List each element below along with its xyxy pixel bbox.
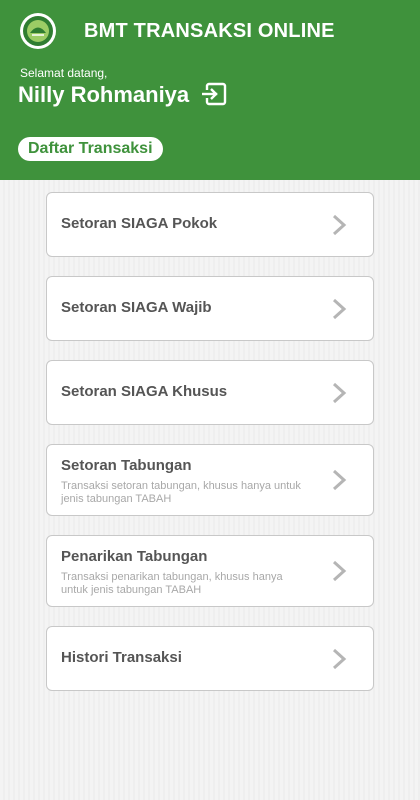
app-title: BMT TRANSAKSI ONLINE (84, 20, 335, 42)
bmt-logo-icon (20, 13, 56, 49)
chevron-right-icon (331, 559, 347, 583)
menu-item-setoran-siaga-khusus[interactable] (46, 360, 374, 425)
logout-icon[interactable] (202, 82, 228, 106)
chevron-right-icon (331, 213, 347, 237)
welcome-text: Selamat datang, (20, 66, 108, 80)
chevron-right-icon (331, 468, 347, 492)
menu-item-title: Setoran SIAGA Wajib (61, 299, 212, 316)
menu-item-title: Setoran SIAGA Khusus (61, 383, 228, 400)
transaction-menu (46, 192, 374, 710)
menu-item-setoran-siaga-pokok[interactable] (46, 192, 374, 257)
menu-item-title: Setoran Tabungan (61, 457, 192, 474)
app-header (0, 0, 420, 180)
menu-item-description: Transaksi penarikan tabungan, khusus hanya untuk jenis tabungan TABAH (61, 571, 283, 596)
menu-item-histori-transaksi[interactable] (46, 626, 374, 691)
menu-item-title: Penarikan Tabungan (61, 548, 208, 565)
user-name: Nilly Rohmaniya (18, 82, 190, 107)
menu-item-setoran-siaga-wajib[interactable] (46, 276, 374, 341)
menu-item-title: Histori Transaksi (61, 649, 182, 666)
menu-item-title: Setoran SIAGA Pokok (61, 215, 218, 232)
chevron-right-icon (331, 647, 347, 671)
menu-item-setoran-tabungan[interactable] (46, 444, 374, 516)
menu-item-penarikan-tabungan[interactable] (46, 535, 374, 607)
chevron-right-icon (331, 381, 347, 405)
chevron-right-icon (331, 297, 347, 321)
section-chip: Daftar Transaksi (18, 137, 163, 161)
menu-item-description: Transaksi setoran tabungan, khusus hanya untuk jenis tabungan TABAH (61, 480, 301, 505)
